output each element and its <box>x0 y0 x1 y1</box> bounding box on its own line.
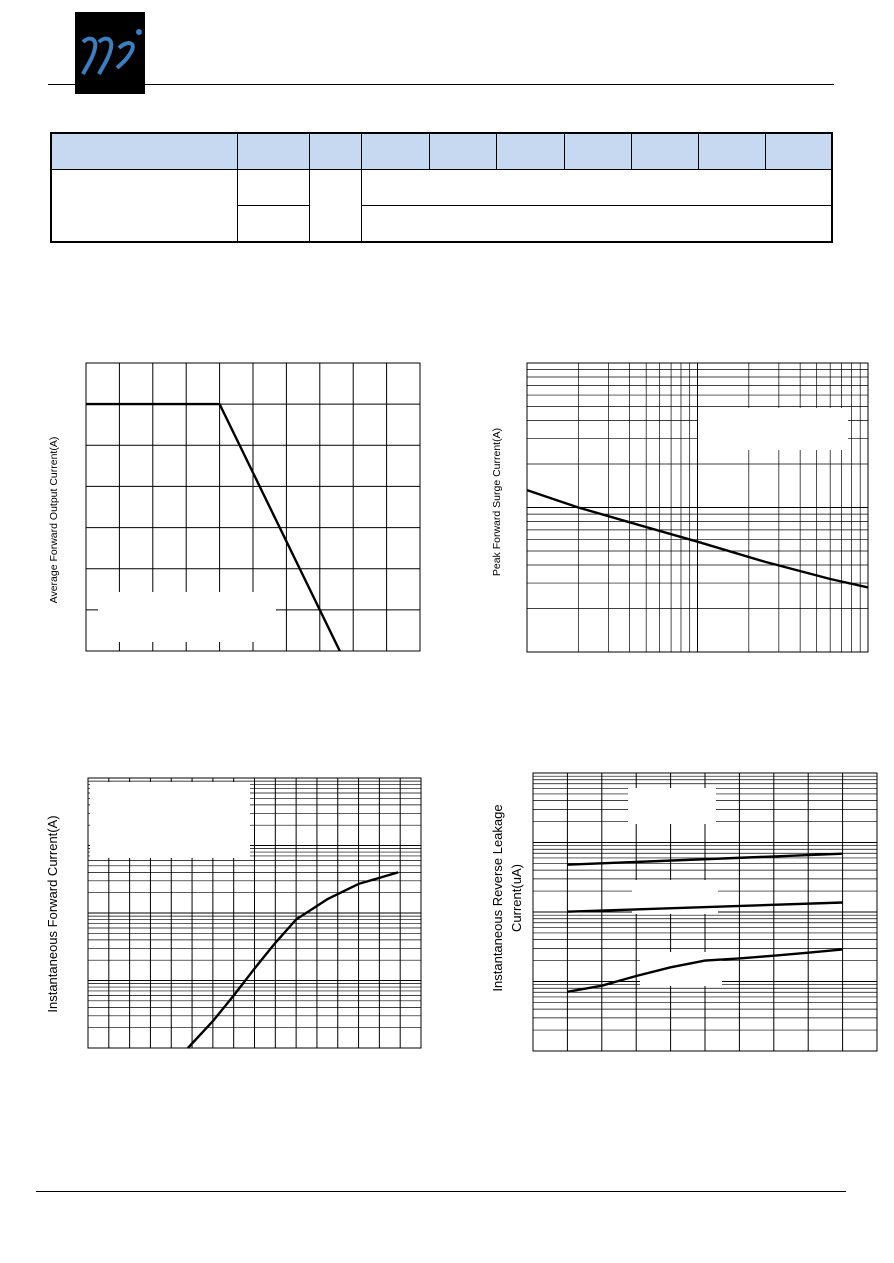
annotation-box <box>640 952 722 986</box>
chart4-ylabel-line2: Current(uA) <box>509 864 524 932</box>
chart1-ylabel: Average Forward Output Current(A) <box>48 436 60 604</box>
annotation-box <box>628 788 716 824</box>
footer-divider <box>36 1191 846 1192</box>
chart2-ylabel: Peak Forward Surge Current(A) <box>491 427 503 577</box>
chart4-ylabel-line1: Instantaneous Reverse Leakage <box>490 804 505 992</box>
chart3-ylabel: Instantaneous Forward Current(A) <box>45 815 60 1013</box>
